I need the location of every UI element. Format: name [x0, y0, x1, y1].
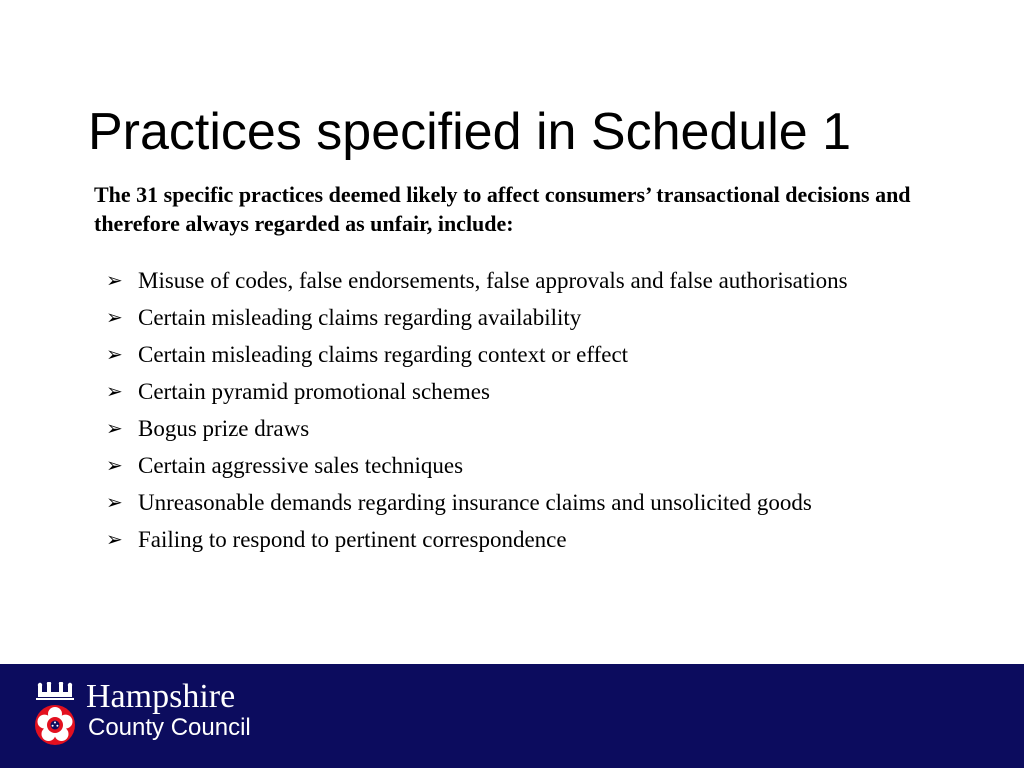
intro-text: The 31 specific practices deemed likely to affect consumers’ transactional decisions and therefore always regarded as unfair, include:	[94, 182, 911, 236]
list-item	[104, 451, 984, 480]
hampshire-crest-icon	[30, 682, 80, 754]
list-item-text: Misuse of codes, false endorsements, false approvals and false authorisations	[138, 268, 848, 293]
slide-title: Practices specified in Schedule 1	[88, 103, 852, 161]
brand-name: Hampshire	[86, 678, 236, 715]
list-item-text: Unreasonable demands regarding insurance claims and unsolicited goods	[138, 490, 812, 515]
arrow-bullet-icon: ➢	[106, 490, 123, 514]
list-item-text: Certain misleading claims regarding context or effect	[138, 342, 629, 367]
arrow-bullet-icon: ➢	[106, 342, 123, 366]
list-item-text: Certain misleading claims regarding availability	[138, 305, 582, 330]
footer-bar	[0, 664, 1024, 768]
list-item-text: Certain pyramid promotional schemes	[138, 379, 490, 404]
arrow-bullet-icon: ➢	[106, 305, 123, 329]
practices-list	[104, 266, 984, 562]
arrow-bullet-icon: ➢	[106, 527, 123, 551]
arrow-bullet-icon: ➢	[106, 268, 123, 292]
list-item	[104, 340, 984, 369]
list-item	[104, 303, 984, 332]
brand-subtitle: County Council	[88, 714, 251, 741]
list-item-text: Bogus prize draws	[138, 416, 310, 441]
arrow-bullet-icon: ➢	[106, 416, 123, 440]
arrow-bullet-icon: ➢	[106, 379, 123, 403]
arrow-bullet-icon: ➢	[106, 453, 123, 477]
list-item-text: Certain aggressive sales techniques	[138, 453, 464, 478]
list-item	[104, 525, 984, 554]
list-item	[104, 488, 984, 517]
list-item	[104, 266, 984, 295]
list-item	[104, 377, 984, 406]
list-item-text: Failing to respond to pertinent correspondence	[138, 527, 567, 552]
list-item	[104, 414, 984, 443]
